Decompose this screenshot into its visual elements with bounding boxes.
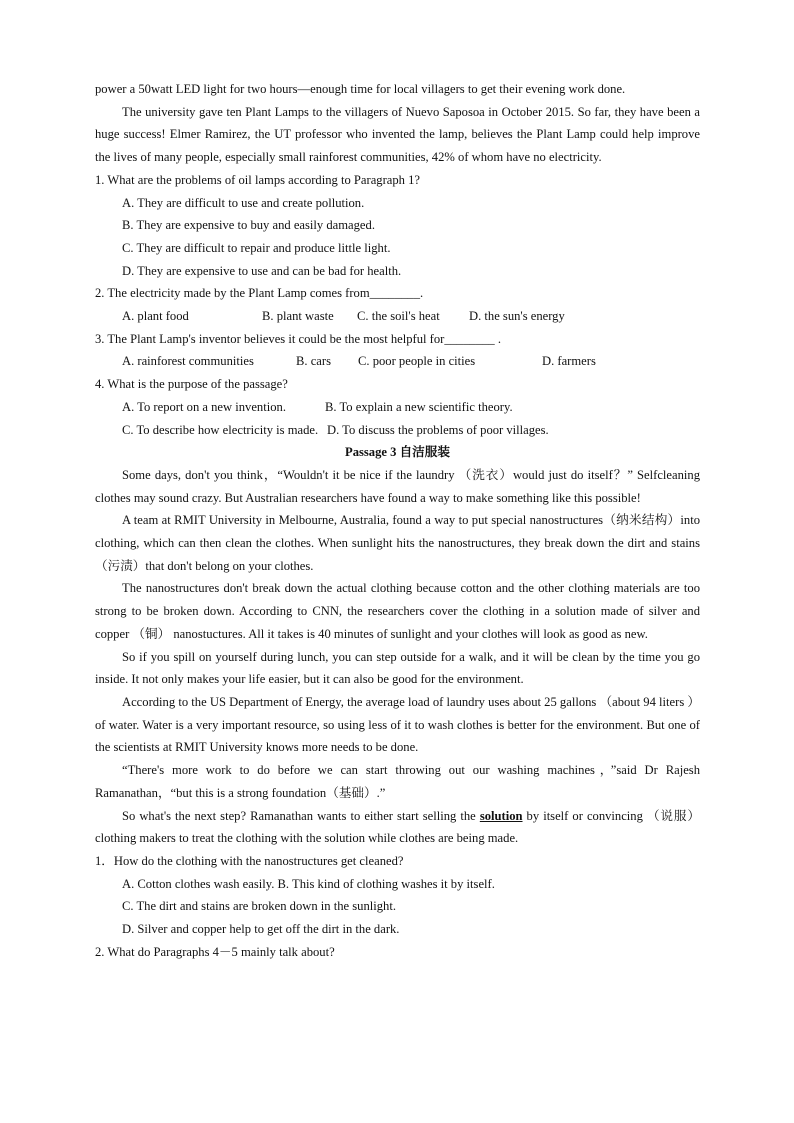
passage3-q1-option-c: C. The dirt and stains are broken down in the sunlight.: [122, 899, 396, 914]
passage2-q2-option-a: A. plant food: [122, 309, 189, 324]
passage2-q3-option-a: A. rainforest communities: [122, 354, 254, 369]
passage3-q1-option-d: D. Silver and copper help to get off the dirt in the dark.: [122, 922, 400, 937]
passage3-paragraph-7: [95, 805, 700, 850]
solution-underlined-word: solution: [479, 808, 523, 823]
passage2-q4-option-c: C. To describe how electricity is made.: [122, 422, 319, 437]
passage2-q3-options: [122, 350, 700, 373]
passage3-paragraph-1: Some days, don't you think，“Wouldn't it be nice if the laundry （洗衣）would just do itself？” Selfcleaning clothes may sound crazy. But Australian researchers have found a way to make something like this possible!: [95, 467, 700, 505]
passage2-q1-option-b: B. They are expensive to buy and easily damaged.: [122, 218, 375, 233]
passage2-q4-options-cd: [122, 419, 700, 442]
document-page: [95, 78, 700, 963]
passage3-paragraph-2: A team at RMIT University in Melbourne, Australia, found a way to put special nanostructures（纳米结构）into clothing, which can then clean the clothes. When sunlight hits the nanostructures, they break down the dirt and stains（污渍）that don't belong on your clothes.: [95, 513, 700, 573]
passage2-q2-options: [122, 305, 700, 328]
passage3-paragraph-4: So if you spill on yourself during lunch, you can step outside for a walk, and it will be clean by the time you go inside. It not only makes your life easier, but it can also be good for the environment.: [95, 649, 700, 687]
passage3-p7-after: by itself or convincing （说服） clothing makers to treat the clothing with the solution while clothes are being made.: [95, 808, 700, 846]
passage2-q3-option-b: B. cars: [296, 354, 331, 369]
passage2-q1-option-a: A. They are difficult to use and create pollution.: [122, 195, 365, 210]
passage3-paragraph-6: “There's more work to do before we can start throwing out our washing machines，”said Dr Rajesh Ramanathan，“but this is a strong foundation（基础）.”: [95, 763, 700, 800]
passage2-q2-option-d: D. the sun's energy: [469, 309, 565, 324]
passage2-q4-options-ab: [122, 396, 700, 419]
passage3-title: Passage 3 自洁服装: [345, 445, 450, 460]
passage2-q3-option-d: D. farmers: [542, 354, 596, 369]
passage2-question-3: 3. The Plant Lamp's inventor believes it could be the most helpful for________ .: [95, 331, 502, 346]
passage2-q4-option-d: D. To discuss the problems of poor villages.: [327, 422, 549, 437]
passage3-q1-options-ab: A. Cotton clothes wash easily. B. This kind of clothing washes it by itself.: [122, 876, 495, 891]
passage2-q1-option-d: D. They are expensive to use and can be bad for health.: [122, 263, 402, 278]
passage3-paragraph-5: According to the US Department of Energy, the average load of laundry uses about 25 gallons （about 94 liters ）of water. Water is a very important resource, so using less of it to wash clothes is better for the environment. But one of the scientists at RMIT University knows more needs to be done.: [95, 694, 700, 755]
passage2-q1-option-c: C. They are difficult to repair and produce little light.: [122, 240, 391, 255]
passage2-q3-option-c: C. poor people in cities: [358, 354, 476, 369]
passage2-question-2: 2. The electricity made by the Plant Lamp comes from________.: [95, 286, 424, 301]
passage3-p7-before: So what's the next step? Ramanathan wants to either start selling the: [122, 808, 480, 823]
passage3-question-2: 2. What do Paragraphs 4－5 mainly talk about?: [95, 944, 335, 959]
passage2-q4-option-b: B. To explain a new scientific theory.: [325, 399, 513, 414]
passage2-q2-option-c: C. the soil's heat: [357, 309, 440, 324]
passage2-paragraph-2: The university gave ten Plant Lamps to the villagers of Nuevo Saposoa in October 2015. So far, they have been a huge success! Elmer Ramirez, the UT professor who invented the lamp, believes the Plant Lamp could help improve the lives of many people, especially small rainforest communities, 42% of whom have no electricity.: [95, 104, 700, 165]
passage2-q4-option-a: A. To report on a new invention.: [122, 399, 286, 414]
passage3-paragraph-3: The nanostructures don't break down the actual clothing because cotton and the other clothing materials are too strong to be broken down. According to CNN, the researchers cover the clothing in a solution made of silver and copper （铜） nanostuctures. All it takes is 40 minutes of sunlight and your clothes will look as good as new.: [95, 581, 700, 641]
passage3-question-1: 1．How do the clothing with the nanostructures get cleaned?: [95, 853, 404, 868]
passage2-paragraph-1-end: power a 50watt LED light for two hours—enough time for local villagers to get their evening work done.: [95, 82, 626, 96]
passage2-q2-option-b: B. plant waste: [262, 309, 334, 324]
passage2-question-4: 4. What is the purpose of the passage?: [95, 377, 288, 392]
passage2-question-1: 1. What are the problems of oil lamps according to Paragraph 1?: [95, 172, 421, 187]
